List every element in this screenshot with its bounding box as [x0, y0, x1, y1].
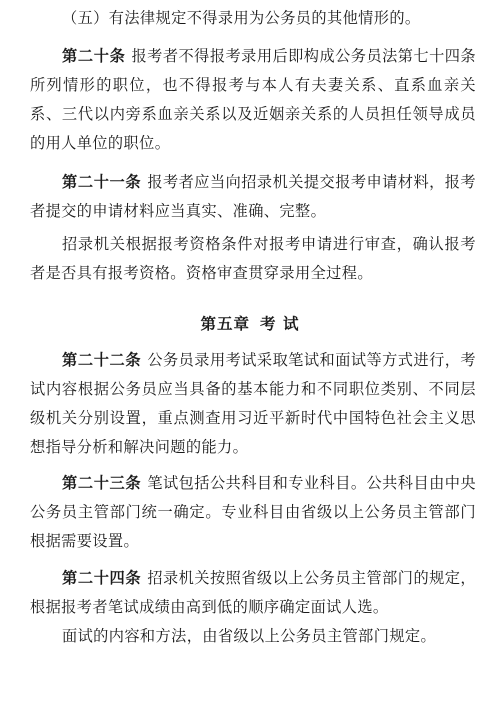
- article-number: 第二十三条: [62, 474, 142, 492]
- paragraph-article-23: [30, 469, 476, 556]
- paragraph-interview-rules: [30, 622, 476, 651]
- paragraph-qualification-review: [30, 230, 476, 288]
- paragraph-text: 面试的内容和方法，由省级以上公务员主管部门规定。: [62, 627, 437, 645]
- article-text: 公务员录用考试采取笔试和面试等方式进行，考试内容根据公务员应当具备的基本能力和不同职位类别、不同层级机关分别设置，重点测查用习近平新时代中国特色社会主义思想指导分析和解决问题的能力。: [30, 351, 477, 456]
- article-number: 第二十一条: [62, 173, 142, 191]
- chapter-number: 第五章: [200, 315, 251, 333]
- paragraph-text: （五）有法律规定不得录用为公务员的其他情形的。: [62, 9, 421, 27]
- paragraph-text: 招录机关根据报考资格条件对报考申请进行审查，确认报考者是否具有报考资格。资格审查贯穿录用全过程。: [30, 235, 476, 282]
- article-text: 笔试包括公共科目和专业科目。公共科目由中央公务员主管部门统一确定。专业科目由省级以上公务员主管部门根据需要设置。: [30, 474, 477, 550]
- article-text: 招录机关按照省级以上公务员主管部门的规定，根据报考者笔试成绩由高到低的顺序确定面试人选。: [30, 569, 477, 616]
- paragraph-article-24: [30, 564, 476, 622]
- article-number: 第二十条: [62, 47, 126, 65]
- article-text: 报考者不得报考录用后即构成公务员法第七十四条所列情形的职位，也不得报考与本人有夫妻关系、直系血亲关系、三代以内旁系血亲关系以及近姻亲关系的人员担任领导成员的用人单位的职位。: [30, 47, 476, 152]
- paragraph-article-21: [30, 168, 476, 226]
- article-text: 报考者应当向招录机关提交报考申请材料，报考者提交的申请材料应当真实、准确、完整。: [30, 173, 477, 220]
- paragraph-article-22: [30, 346, 476, 462]
- article-number: 第二十四条: [62, 569, 142, 587]
- chapter-heading: [0, 310, 500, 339]
- article-number: 第二十二条: [62, 351, 142, 369]
- chapter-title: 考 试: [260, 315, 300, 333]
- paragraph-item-5: [30, 4, 476, 33]
- paragraph-article-20: [30, 42, 476, 158]
